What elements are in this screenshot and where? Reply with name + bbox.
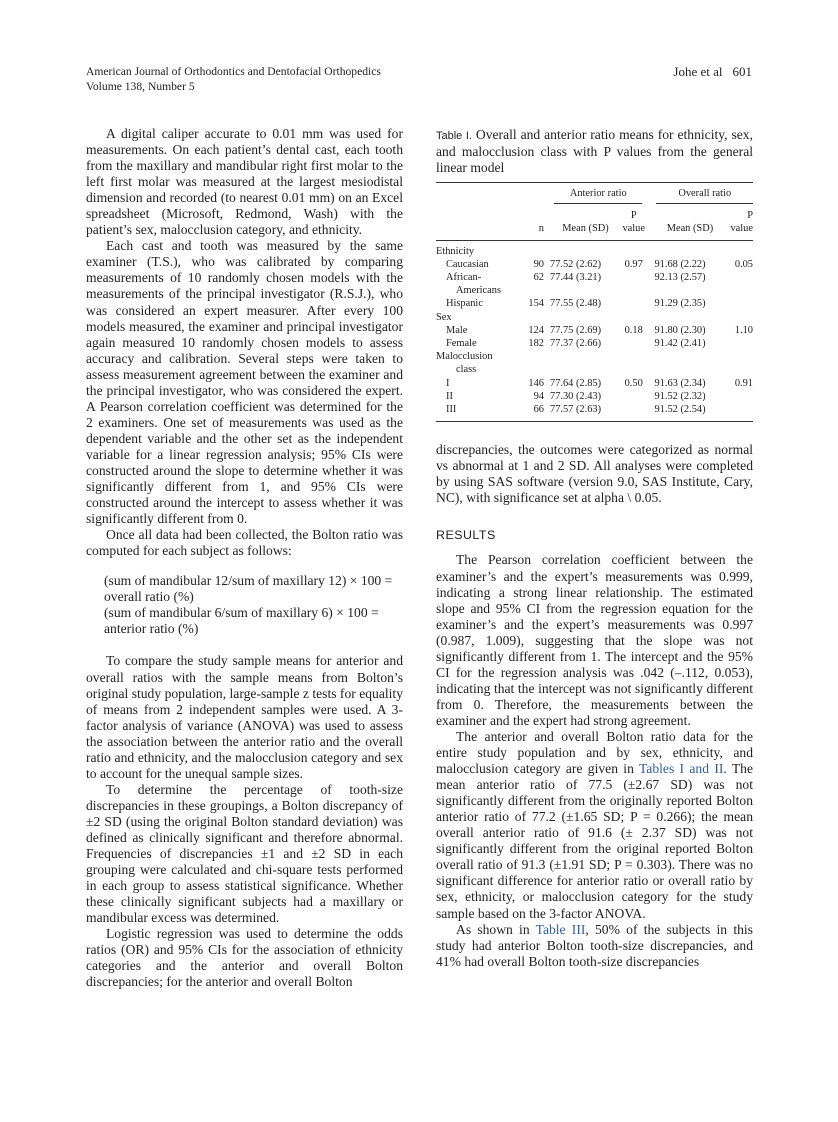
table-row [436,350,753,363]
formula-overall [104,573,403,637]
overall-mean-cell: 91.63 (2.34) [654,377,706,389]
journal-title: American Journal of Orthodontics and Dentofacial Orthopedics [86,65,381,78]
paragraph: Each cast and tooth was measured by the same examiner (T.S.), who was calibrated by comparing measurements of 10 randomly chosen models with the measurements of the principal investigator (R.S.J.), who was considered an expert measurer. After every 100 models measured, the examiner and principal investigator again measured 10 randomly chosen models to assess accuracy and calibration. Several steps were taken to assess measurement agreement between the examiner and the principal investigator, who was considered the expert. A Pearson correlation coefficient was determined for the 2 examiners. One set of measurements was used as the dependent variable and the other set as the independent variable for a linear regression analysis; 95% CIs were constructed around the slope to determine whether it was significantly different from 1, and 95% CIs were constructed around the intercept to assess whether it was significantly different from 0. [86,238,403,527]
table-row [436,403,753,422]
p-header: P [747,210,753,222]
n-cell: 182 [528,338,544,350]
overall-p-cell [723,350,753,363]
overall-p-cell [723,363,753,376]
row-label: African- [446,272,482,284]
anterior-mean-cell: 77.44 (3.21) [550,272,602,284]
journal-volume: Volume 138, Number 5 [86,80,195,93]
table-row [436,284,753,297]
overall-mean-cell: 91.42 (2.41) [654,338,706,350]
anterior-mean-cell [544,284,619,297]
paragraph: To determine the percentage of tooth-size discrepancies in these groupings, a Bolton discrepancy of ±2 SD (using the original Bolton standard deviation) was defined as clinically significant and therefore abnormal. Frequencies of discrepancies ±1 and ±2 SD in each grouping were calculated and chi-square tests performed in each group to assess statistical significance. Whether these clinically significant subjects had a maxillary or mandibular excess was determined. [86,781,403,926]
data-table [436,182,753,422]
n-cell: 124 [528,324,544,336]
formula-line: overall ratio (%) [104,589,194,605]
n-cell: 66 [533,404,544,416]
table-row [436,324,753,337]
overall-mean-cell [648,284,723,297]
overall-mean-cell: 92.13 (2.57) [654,272,706,284]
table-row [436,311,753,324]
overall-p-cell [723,390,753,403]
anterior-mean-cell [544,311,619,324]
row-label: Female [446,338,477,350]
n-cell [522,240,544,258]
table-row [436,377,753,390]
overall-p-cell [723,337,753,350]
table-row [436,297,753,310]
paragraph: Once all data had been collected, the Bolton ratio was computed for each subject as follows: [86,527,403,559]
anterior-mean-cell: 77.55 (2.48) [550,298,602,310]
row-label: Ethnicity [436,245,475,257]
anterior-p-cell [619,337,649,350]
row-label: Hispanic [446,298,483,310]
anterior-mean-cell: 77.30 (2.43) [550,390,602,402]
overall-mean-cell [648,350,723,363]
table-reference-link[interactable]: Tables I and II [638,761,724,777]
n-header: n [538,223,544,235]
n-cell: 94 [533,390,544,402]
anterior-p-cell [619,297,649,310]
text-run: . The mean anterior ratio of 77.5 (±2.67 SD) was not significantly different from the originally reported Bolton anterior ratio of 77.2 (±1.65 SD; P = 0.266); the mean overall anterior ratio of 91.6 (± 2.37 SD) was not significantly different from the original reported Bolton overall ratio of 91.3 (±1.91 SD; P = 0.303). There was no significant difference for anterior ratio or overall ratio by sex, ethnicity, or malocclusion category for the study sample based on the 3-factor ANOVA. [436,761,753,921]
overall-p-cell: 1.10 [734,324,753,336]
paragraph [436,922,753,970]
anterior-p-cell [619,271,649,284]
formula-line: (sum of mandibular 6/sum of maxillary 6) × 100 = [104,605,379,621]
row-label: Sex [436,311,452,323]
anterior-mean-cell: 77.57 (2.63) [550,404,602,416]
overall-mean-cell: 91.68 (2.22) [654,258,706,270]
row-label: Malocclusion [436,351,493,363]
formula-line: anterior ratio (%) [104,621,199,637]
n-cell: 90 [533,258,544,270]
overall-mean-cell: 91.52 (2.32) [654,390,706,402]
n-cell [522,363,544,376]
journal-info [86,64,381,94]
row-label: III [446,404,457,416]
anterior-p-cell [619,350,649,363]
paragraph: The Pearson correlation coefficient between the examiner’s and the expert’s measurements was 0.999, indicating a strong linear relationship. The estimated slope and 95% CI from the regression equation for the examiner’s and the expert’s measurements was 0.997 (0.987, 1.009), suggesting that the slope was not significantly different from 1. The intercept and the 95% CI for the regression analysis was .042 (–.112, 0.053), indicating that the intercept was not significantly different from 0. Therefore, the measurements between the examiner and the expert had strong agreement. [436,552,753,728]
right-column [436,127,753,970]
anterior-p-cell [619,284,649,297]
overall-mean-cell: 91.80 (2.30) [654,324,706,336]
n-cell: 146 [528,377,544,389]
anterior-p-cell: 0.18 [624,324,643,336]
text-run: , 50% of the subjects in this study had anterior Bolton tooth-size discrepancies, and 41% had overall Bolton tooth-size discrepancies [436,921,753,969]
formula-line: (sum of mandibular 12/sum of maxillary 12) × 100 = [104,573,393,589]
mean-header: Mean (SD) [562,223,609,235]
anterior-mean-cell: 77.37 (2.66) [550,338,602,350]
anterior-mean-cell: 77.75 (2.69) [550,324,602,336]
table-row [436,390,753,403]
anterior-p-cell [619,390,649,403]
n-cell: 154 [528,298,544,310]
anterior-p-cell [619,403,649,422]
table-caption [436,127,753,176]
overall-mean-cell [648,363,723,376]
paragraph: discrepancies, the outcomes were categorized as normal vs abnormal at 1 and 2 SD. All analyses were completed by using SAS software (version 9.0, SAS Institute, Cary, NC), with significance set at alpha \ 0.05. [436,442,753,506]
value-header: value [730,223,753,235]
author-page [673,64,752,79]
value-header: value [622,223,645,235]
overall-ratio-header: Overall ratio [656,187,753,204]
row-label: II [446,390,453,402]
n-cell [522,284,544,297]
paragraph: A digital caliper accurate to 0.01 mm was used for measurements. On each patient’s dental cast, each tooth from the maxillary and mandibular right first molar to the left first molar was measured at the largest mesiodistal dimension and recorded (to nearest 0.01 mm) on an Excel spreadsheet (Microsoft, Redmond, Wash) with the patient’s sex, malocclusion category, and ethnicity. [86,126,403,238]
text-run: As shown in [456,921,536,937]
table-row [436,240,753,258]
anterior-mean-cell: 77.64 (2.85) [550,377,602,389]
overall-p-cell [723,271,753,284]
n-cell [522,311,544,324]
anterior-p-cell: 0.97 [624,258,643,270]
row-label: Americans [456,285,502,297]
overall-p-cell [723,403,753,422]
n-cell: 62 [533,272,544,284]
table-label: Table I. [436,130,472,142]
overall-p-cell [723,284,753,297]
left-column [86,126,403,990]
anterior-p-cell [619,311,649,324]
overall-mean-cell: 91.52 (2.54) [654,404,706,416]
overall-p-cell [723,240,753,258]
overall-p-cell: 0.05 [734,258,753,270]
row-label: Male [446,324,468,336]
anterior-p-cell: 0.50 [624,377,643,389]
table-row [436,258,753,271]
anterior-mean-cell [544,363,619,376]
table-row [436,271,753,284]
anterior-p-cell [619,363,649,376]
table-row [436,363,753,376]
row-label: Caucasian [446,258,489,270]
overall-p-cell [723,297,753,310]
row-label: I [446,377,450,389]
overall-mean-cell: 91.29 (2.35) [654,298,706,310]
overall-p-cell: 0.91 [734,377,753,389]
paragraph [436,729,753,922]
anterior-mean-cell [544,350,619,363]
p-header: P [630,210,637,222]
n-cell [522,350,544,363]
running-authors: Johe et al [673,64,723,79]
anterior-ratio-header: Anterior ratio [554,187,642,204]
text-run: The anterior and overall Bolton ratio data for the entire study population and by sex, ethnicity, and malocclusion category are given in [436,729,753,777]
page-number: 601 [732,64,752,79]
section-heading-results: RESULTS [436,528,496,543]
anterior-p-cell [619,240,649,258]
table-row [436,337,753,350]
mean-header: Mean (SD) [666,223,714,235]
row-label: class [456,364,477,376]
paragraph: Logistic regression was used to determine the odds ratios (OR) and 95% CIs for the association of ethnicity categories and the anterior and overall Bolton discrepancies; for the anterior and overall Bolton [86,926,403,990]
table-caption-text: Overall and anterior ratio means for ethnicity, sex, and malocclusion class with P values from the general linear model [436,127,754,175]
overall-mean-cell [648,311,723,324]
anterior-mean-cell [544,240,619,258]
anterior-mean-cell: 77.52 (2.62) [550,258,602,270]
overall-p-cell [723,311,753,324]
table-reference-link[interactable]: Table III [535,921,586,937]
paragraph: To compare the study sample means for anterior and overall ratios with the sample means from Bolton’s original study population, large-sample z tests for equality of means from 2 independent samples were used. A 3-factor analysis of variance (ANOVA) was used to assess the association between the anterior ratio and the overall ratio and ethnicity, and the malocclusion category and sex to account for the unequal sample sizes. [86,653,403,781]
overall-mean-cell [648,240,723,258]
